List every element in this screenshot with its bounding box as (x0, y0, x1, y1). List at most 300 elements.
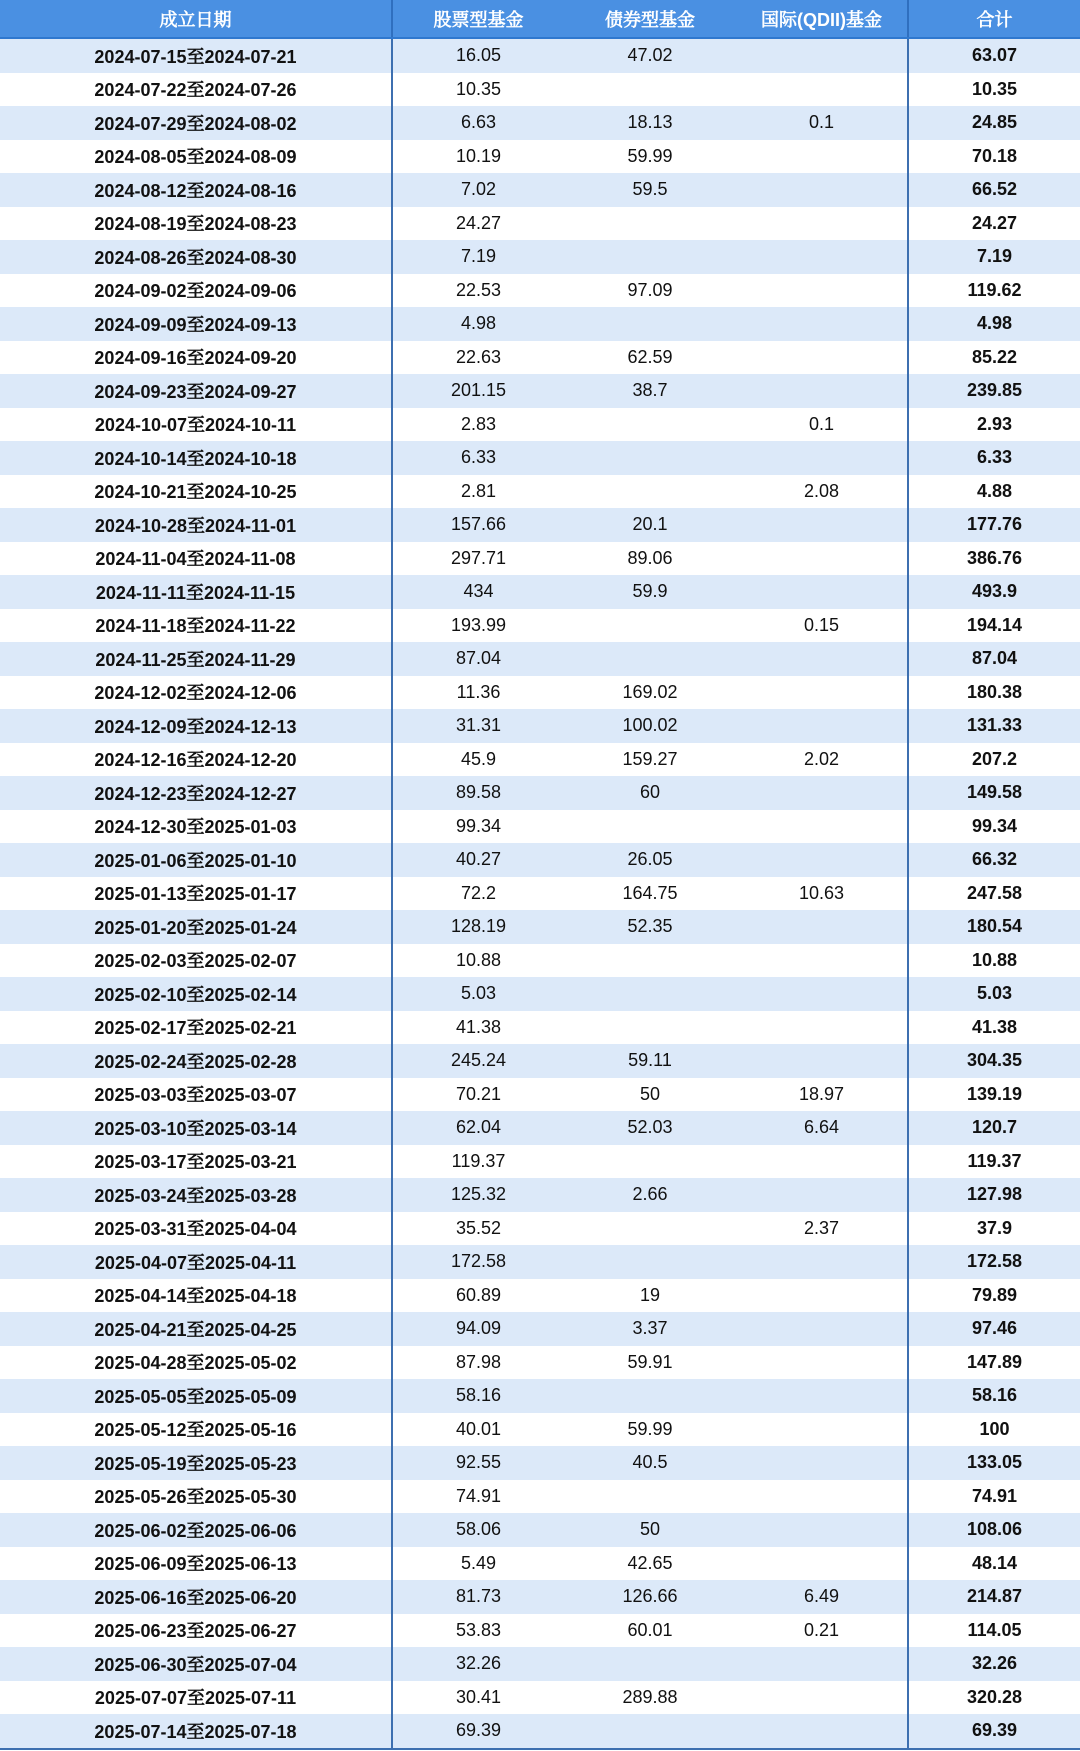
cell-qdii-fund (736, 1279, 908, 1313)
cell-qdii-fund (736, 38, 908, 73)
table-row (0, 810, 1080, 844)
cell-date: 2024-11-04至2024-11-08 (0, 542, 392, 576)
header-stock-fund: 股票型基金 (392, 0, 564, 38)
cell-stock-fund: 157.66 (392, 508, 564, 542)
cell-date: 2024-07-29至2024-08-02 (0, 106, 392, 140)
cell-qdii-fund (736, 1245, 908, 1279)
cell-total: 79.89 (908, 1279, 1080, 1313)
cell-total: 120.7 (908, 1111, 1080, 1145)
cell-date: 2024-12-23至2024-12-27 (0, 776, 392, 810)
cell-stock-fund: 24.27 (392, 207, 564, 241)
cell-qdii-fund (736, 1480, 908, 1514)
cell-stock-fund: 81.73 (392, 1580, 564, 1614)
table-row (0, 1513, 1080, 1547)
cell-stock-fund: 193.99 (392, 609, 564, 643)
cell-date: 2025-04-07至2025-04-11 (0, 1245, 392, 1279)
header-bond-fund: 债券型基金 (564, 0, 736, 38)
cell-total: 493.9 (908, 575, 1080, 609)
cell-stock-fund: 297.71 (392, 542, 564, 576)
cell-qdii-fund (736, 542, 908, 576)
cell-stock-fund: 128.19 (392, 910, 564, 944)
cell-stock-fund: 58.16 (392, 1379, 564, 1413)
cell-date: 2025-06-16至2025-06-20 (0, 1580, 392, 1614)
cell-total: 127.98 (908, 1178, 1080, 1212)
cell-date: 2025-06-09至2025-06-13 (0, 1547, 392, 1581)
cell-qdii-fund (736, 676, 908, 710)
cell-qdii-fund (736, 1312, 908, 1346)
table-row (0, 173, 1080, 207)
cell-total: 32.26 (908, 1647, 1080, 1681)
cell-qdii-fund: 2.08 (736, 475, 908, 509)
cell-total: 304.35 (908, 1044, 1080, 1078)
cell-date: 2025-07-07至2025-07-11 (0, 1681, 392, 1715)
table-row (0, 1346, 1080, 1380)
cell-date: 2025-02-10至2025-02-14 (0, 977, 392, 1011)
cell-total: 386.76 (908, 542, 1080, 576)
table-row (0, 475, 1080, 509)
cell-total: 149.58 (908, 776, 1080, 810)
cell-total: 214.87 (908, 1580, 1080, 1614)
cell-total: 58.16 (908, 1379, 1080, 1413)
cell-total: 180.38 (908, 676, 1080, 710)
cell-date: 2025-02-24至2025-02-28 (0, 1044, 392, 1078)
cell-date: 2025-05-05至2025-05-09 (0, 1379, 392, 1413)
cell-bond-fund: 159.27 (564, 743, 736, 777)
cell-bond-fund: 20.1 (564, 508, 736, 542)
table-row (0, 1379, 1080, 1413)
cell-stock-fund: 89.58 (392, 776, 564, 810)
table-row (0, 73, 1080, 107)
cell-total: 2.93 (908, 408, 1080, 442)
cell-bond-fund: 26.05 (564, 843, 736, 877)
table-row (0, 274, 1080, 308)
cell-date: 2024-09-02至2024-09-06 (0, 274, 392, 308)
cell-date: 2024-10-07至2024-10-11 (0, 408, 392, 442)
cell-stock-fund: 245.24 (392, 1044, 564, 1078)
table-row (0, 408, 1080, 442)
table-body (0, 38, 1080, 1749)
cell-date: 2024-12-30至2025-01-03 (0, 810, 392, 844)
cell-bond-fund: 38.7 (564, 374, 736, 408)
cell-stock-fund: 22.53 (392, 274, 564, 308)
cell-qdii-fund (736, 140, 908, 174)
cell-total: 74.91 (908, 1480, 1080, 1514)
cell-qdii-fund (736, 810, 908, 844)
header-date: 成立日期 (0, 0, 392, 38)
cell-qdii-fund: 2.37 (736, 1212, 908, 1246)
cell-stock-fund: 2.83 (392, 408, 564, 442)
cell-total: 63.07 (908, 38, 1080, 73)
cell-date: 2025-05-26至2025-05-30 (0, 1480, 392, 1514)
cell-total: 320.28 (908, 1681, 1080, 1715)
cell-qdii-fund (736, 508, 908, 542)
cell-total: 172.58 (908, 1245, 1080, 1279)
cell-qdii-fund (736, 1011, 908, 1045)
table-row (0, 676, 1080, 710)
cell-bond-fund (564, 240, 736, 274)
table-row (0, 1011, 1080, 1045)
cell-bond-fund: 52.03 (564, 1111, 736, 1145)
cell-date: 2025-03-03至2025-03-07 (0, 1078, 392, 1112)
cell-stock-fund: 40.27 (392, 843, 564, 877)
cell-stock-fund: 40.01 (392, 1413, 564, 1447)
cell-total: 7.19 (908, 240, 1080, 274)
cell-stock-fund: 2.81 (392, 475, 564, 509)
cell-date: 2025-03-31至2025-04-04 (0, 1212, 392, 1246)
cell-qdii-fund (736, 1681, 908, 1715)
cell-stock-fund: 69.39 (392, 1714, 564, 1749)
cell-date: 2024-08-19至2024-08-23 (0, 207, 392, 241)
cell-total: 108.06 (908, 1513, 1080, 1547)
cell-date: 2024-12-09至2024-12-13 (0, 709, 392, 743)
cell-bond-fund: 60.01 (564, 1614, 736, 1648)
cell-date: 2024-12-16至2024-12-20 (0, 743, 392, 777)
cell-total: 37.9 (908, 1212, 1080, 1246)
cell-bond-fund: 19 (564, 1279, 736, 1313)
cell-stock-fund: 35.52 (392, 1212, 564, 1246)
table-row (0, 207, 1080, 241)
header-row (0, 0, 1080, 38)
header-total: 合计 (908, 0, 1080, 38)
cell-qdii-fund (736, 944, 908, 978)
cell-date: 2024-09-09至2024-09-13 (0, 307, 392, 341)
cell-qdii-fund: 6.64 (736, 1111, 908, 1145)
cell-date: 2025-01-13至2025-01-17 (0, 877, 392, 911)
table-row (0, 1647, 1080, 1681)
cell-bond-fund (564, 1714, 736, 1749)
cell-stock-fund: 32.26 (392, 1647, 564, 1681)
cell-total: 119.62 (908, 274, 1080, 308)
cell-date: 2025-05-19至2025-05-23 (0, 1446, 392, 1480)
cell-bond-fund (564, 1245, 736, 1279)
table-row (0, 341, 1080, 375)
table-row (0, 1714, 1080, 1749)
cell-total: 41.38 (908, 1011, 1080, 1045)
cell-total: 194.14 (908, 609, 1080, 643)
cell-stock-fund: 60.89 (392, 1279, 564, 1313)
table-row (0, 1279, 1080, 1313)
cell-stock-fund: 74.91 (392, 1480, 564, 1514)
cell-total: 24.85 (908, 106, 1080, 140)
table-row (0, 106, 1080, 140)
table-row (0, 977, 1080, 1011)
cell-bond-fund (564, 1011, 736, 1045)
cell-bond-fund (564, 642, 736, 676)
cell-total: 180.54 (908, 910, 1080, 944)
cell-bond-fund: 97.09 (564, 274, 736, 308)
table-row (0, 1614, 1080, 1648)
cell-bond-fund: 126.66 (564, 1580, 736, 1614)
cell-stock-fund: 31.31 (392, 709, 564, 743)
table-row (0, 642, 1080, 676)
cell-bond-fund: 59.11 (564, 1044, 736, 1078)
cell-date: 2025-04-21至2025-04-25 (0, 1312, 392, 1346)
cell-stock-fund: 5.49 (392, 1547, 564, 1581)
cell-date: 2025-04-28至2025-05-02 (0, 1346, 392, 1380)
cell-bond-fund: 18.13 (564, 106, 736, 140)
table-row (0, 508, 1080, 542)
table-row (0, 140, 1080, 174)
cell-bond-fund (564, 944, 736, 978)
cell-bond-fund (564, 441, 736, 475)
cell-date: 2025-01-20至2025-01-24 (0, 910, 392, 944)
cell-qdii-fund (736, 307, 908, 341)
cell-stock-fund: 16.05 (392, 38, 564, 73)
table-row (0, 910, 1080, 944)
cell-bond-fund (564, 810, 736, 844)
cell-total: 10.35 (908, 73, 1080, 107)
cell-date: 2025-03-10至2025-03-14 (0, 1111, 392, 1145)
cell-stock-fund: 4.98 (392, 307, 564, 341)
table-row (0, 709, 1080, 743)
cell-qdii-fund: 0.15 (736, 609, 908, 643)
cell-bond-fund (564, 609, 736, 643)
cell-stock-fund: 45.9 (392, 743, 564, 777)
cell-qdii-fund: 0.1 (736, 408, 908, 442)
cell-total: 87.04 (908, 642, 1080, 676)
cell-bond-fund (564, 475, 736, 509)
cell-bond-fund (564, 408, 736, 442)
cell-total: 97.46 (908, 1312, 1080, 1346)
cell-stock-fund: 53.83 (392, 1614, 564, 1648)
cell-bond-fund: 42.65 (564, 1547, 736, 1581)
cell-qdii-fund (736, 642, 908, 676)
cell-bond-fund: 59.9 (564, 575, 736, 609)
cell-bond-fund: 169.02 (564, 676, 736, 710)
cell-date: 2024-07-15至2024-07-21 (0, 38, 392, 73)
cell-bond-fund (564, 1145, 736, 1179)
cell-total: 24.27 (908, 207, 1080, 241)
cell-qdii-fund (736, 977, 908, 1011)
cell-date: 2025-06-23至2025-06-27 (0, 1614, 392, 1648)
cell-qdii-fund (736, 240, 908, 274)
cell-qdii-fund (736, 709, 908, 743)
cell-date: 2024-11-18至2024-11-22 (0, 609, 392, 643)
cell-bond-fund: 59.5 (564, 173, 736, 207)
cell-stock-fund: 172.58 (392, 1245, 564, 1279)
cell-total: 70.18 (908, 140, 1080, 174)
cell-qdii-fund: 0.1 (736, 106, 908, 140)
cell-qdii-fund (736, 1346, 908, 1380)
cell-total: 133.05 (908, 1446, 1080, 1480)
cell-bond-fund (564, 1379, 736, 1413)
cell-date: 2025-01-06至2025-01-10 (0, 843, 392, 877)
cell-date: 2025-06-02至2025-06-06 (0, 1513, 392, 1547)
table-row (0, 1681, 1080, 1715)
cell-bond-fund: 40.5 (564, 1446, 736, 1480)
cell-total: 139.19 (908, 1078, 1080, 1112)
table-row (0, 1145, 1080, 1179)
cell-stock-fund: 62.04 (392, 1111, 564, 1145)
table-row (0, 307, 1080, 341)
cell-bond-fund: 164.75 (564, 877, 736, 911)
table-row (0, 776, 1080, 810)
cell-qdii-fund (736, 1647, 908, 1681)
cell-qdii-fund (736, 776, 908, 810)
cell-bond-fund: 89.06 (564, 542, 736, 576)
cell-date: 2025-04-14至2025-04-18 (0, 1279, 392, 1313)
cell-bond-fund: 289.88 (564, 1681, 736, 1715)
cell-qdii-fund (736, 1714, 908, 1749)
cell-date: 2024-12-02至2024-12-06 (0, 676, 392, 710)
cell-stock-fund: 99.34 (392, 810, 564, 844)
cell-date: 2025-05-12至2025-05-16 (0, 1413, 392, 1447)
cell-date: 2024-07-22至2024-07-26 (0, 73, 392, 107)
cell-stock-fund: 92.55 (392, 1446, 564, 1480)
cell-qdii-fund: 18.97 (736, 1078, 908, 1112)
cell-bond-fund: 62.59 (564, 341, 736, 375)
cell-date: 2024-08-26至2024-08-30 (0, 240, 392, 274)
cell-stock-fund: 11.36 (392, 676, 564, 710)
table-row (0, 1078, 1080, 1112)
cell-bond-fund: 59.99 (564, 140, 736, 174)
cell-qdii-fund (736, 374, 908, 408)
cell-qdii-fund (736, 843, 908, 877)
cell-total: 100 (908, 1413, 1080, 1447)
cell-bond-fund: 100.02 (564, 709, 736, 743)
table-row (0, 441, 1080, 475)
cell-qdii-fund (736, 1547, 908, 1581)
cell-total: 85.22 (908, 341, 1080, 375)
table-row (0, 1178, 1080, 1212)
cell-stock-fund: 6.33 (392, 441, 564, 475)
cell-total: 5.03 (908, 977, 1080, 1011)
table-row (0, 843, 1080, 877)
cell-qdii-fund (736, 73, 908, 107)
cell-stock-fund: 70.21 (392, 1078, 564, 1112)
cell-total: 4.88 (908, 475, 1080, 509)
cell-qdii-fund (736, 1044, 908, 1078)
table-row (0, 743, 1080, 777)
cell-qdii-fund (736, 1446, 908, 1480)
table-row (0, 1446, 1080, 1480)
cell-date: 2025-03-17至2025-03-21 (0, 1145, 392, 1179)
table-row (0, 38, 1080, 73)
cell-date: 2025-02-17至2025-02-21 (0, 1011, 392, 1045)
cell-stock-fund: 125.32 (392, 1178, 564, 1212)
cell-total: 66.52 (908, 173, 1080, 207)
cell-stock-fund: 94.09 (392, 1312, 564, 1346)
table-row (0, 1245, 1080, 1279)
cell-qdii-fund (736, 1145, 908, 1179)
cell-bond-fund: 50 (564, 1513, 736, 1547)
cell-total: 119.37 (908, 1145, 1080, 1179)
cell-total: 6.33 (908, 441, 1080, 475)
table-row (0, 609, 1080, 643)
cell-qdii-fund: 2.02 (736, 743, 908, 777)
cell-bond-fund (564, 977, 736, 1011)
cell-qdii-fund: 6.49 (736, 1580, 908, 1614)
cell-date: 2024-08-05至2024-08-09 (0, 140, 392, 174)
cell-total: 207.2 (908, 743, 1080, 777)
cell-date: 2024-11-11至2024-11-15 (0, 575, 392, 609)
cell-qdii-fund (736, 173, 908, 207)
cell-qdii-fund: 0.21 (736, 1614, 908, 1648)
cell-stock-fund: 58.06 (392, 1513, 564, 1547)
header-qdii-fund: 国际(QDII)基金 (736, 0, 908, 38)
table-row (0, 1580, 1080, 1614)
table-row (0, 1480, 1080, 1514)
cell-bond-fund: 59.91 (564, 1346, 736, 1380)
cell-qdii-fund (736, 1178, 908, 1212)
cell-bond-fund: 52.35 (564, 910, 736, 944)
cell-total: 99.34 (908, 810, 1080, 844)
cell-total: 4.98 (908, 307, 1080, 341)
table-row (0, 240, 1080, 274)
cell-date: 2024-10-14至2024-10-18 (0, 441, 392, 475)
cell-stock-fund: 87.04 (392, 642, 564, 676)
cell-date: 2024-09-23至2024-09-27 (0, 374, 392, 408)
cell-date: 2025-02-03至2025-02-07 (0, 944, 392, 978)
cell-bond-fund (564, 1212, 736, 1246)
cell-bond-fund (564, 1480, 736, 1514)
cell-date: 2025-06-30至2025-07-04 (0, 1647, 392, 1681)
cell-qdii-fund (736, 575, 908, 609)
table-row (0, 575, 1080, 609)
cell-bond-fund (564, 1647, 736, 1681)
table-row (0, 877, 1080, 911)
cell-bond-fund: 47.02 (564, 38, 736, 73)
cell-total: 69.39 (908, 1714, 1080, 1749)
cell-date: 2024-08-12至2024-08-16 (0, 173, 392, 207)
cell-total: 247.58 (908, 877, 1080, 911)
cell-total: 147.89 (908, 1346, 1080, 1380)
cell-bond-fund: 50 (564, 1078, 736, 1112)
cell-stock-fund: 7.02 (392, 173, 564, 207)
cell-bond-fund: 2.66 (564, 1178, 736, 1212)
cell-total: 239.85 (908, 374, 1080, 408)
table-header (0, 0, 1080, 38)
cell-bond-fund (564, 307, 736, 341)
cell-stock-fund: 10.88 (392, 944, 564, 978)
cell-stock-fund: 6.63 (392, 106, 564, 140)
cell-date: 2024-09-16至2024-09-20 (0, 341, 392, 375)
cell-stock-fund: 10.35 (392, 73, 564, 107)
cell-qdii-fund (736, 1513, 908, 1547)
cell-date: 2025-07-14至2025-07-18 (0, 1714, 392, 1749)
cell-stock-fund: 72.2 (392, 877, 564, 911)
cell-qdii-fund (736, 207, 908, 241)
cell-stock-fund: 41.38 (392, 1011, 564, 1045)
table-row (0, 1111, 1080, 1145)
table-row (0, 1413, 1080, 1447)
cell-qdii-fund (736, 441, 908, 475)
table-row (0, 1312, 1080, 1346)
cell-qdii-fund: 10.63 (736, 877, 908, 911)
cell-qdii-fund (736, 341, 908, 375)
table-row (0, 944, 1080, 978)
cell-qdii-fund (736, 1413, 908, 1447)
cell-stock-fund: 30.41 (392, 1681, 564, 1715)
cell-qdii-fund (736, 274, 908, 308)
cell-bond-fund (564, 207, 736, 241)
cell-stock-fund: 201.15 (392, 374, 564, 408)
cell-stock-fund: 10.19 (392, 140, 564, 174)
cell-stock-fund: 7.19 (392, 240, 564, 274)
table-row (0, 1547, 1080, 1581)
cell-total: 48.14 (908, 1547, 1080, 1581)
cell-stock-fund: 434 (392, 575, 564, 609)
table-row (0, 1212, 1080, 1246)
table-row (0, 374, 1080, 408)
cell-stock-fund: 87.98 (392, 1346, 564, 1380)
cell-total: 131.33 (908, 709, 1080, 743)
cell-total: 66.32 (908, 843, 1080, 877)
cell-date: 2024-10-28至2024-11-01 (0, 508, 392, 542)
cell-total: 114.05 (908, 1614, 1080, 1648)
cell-bond-fund: 59.99 (564, 1413, 736, 1447)
cell-bond-fund: 60 (564, 776, 736, 810)
